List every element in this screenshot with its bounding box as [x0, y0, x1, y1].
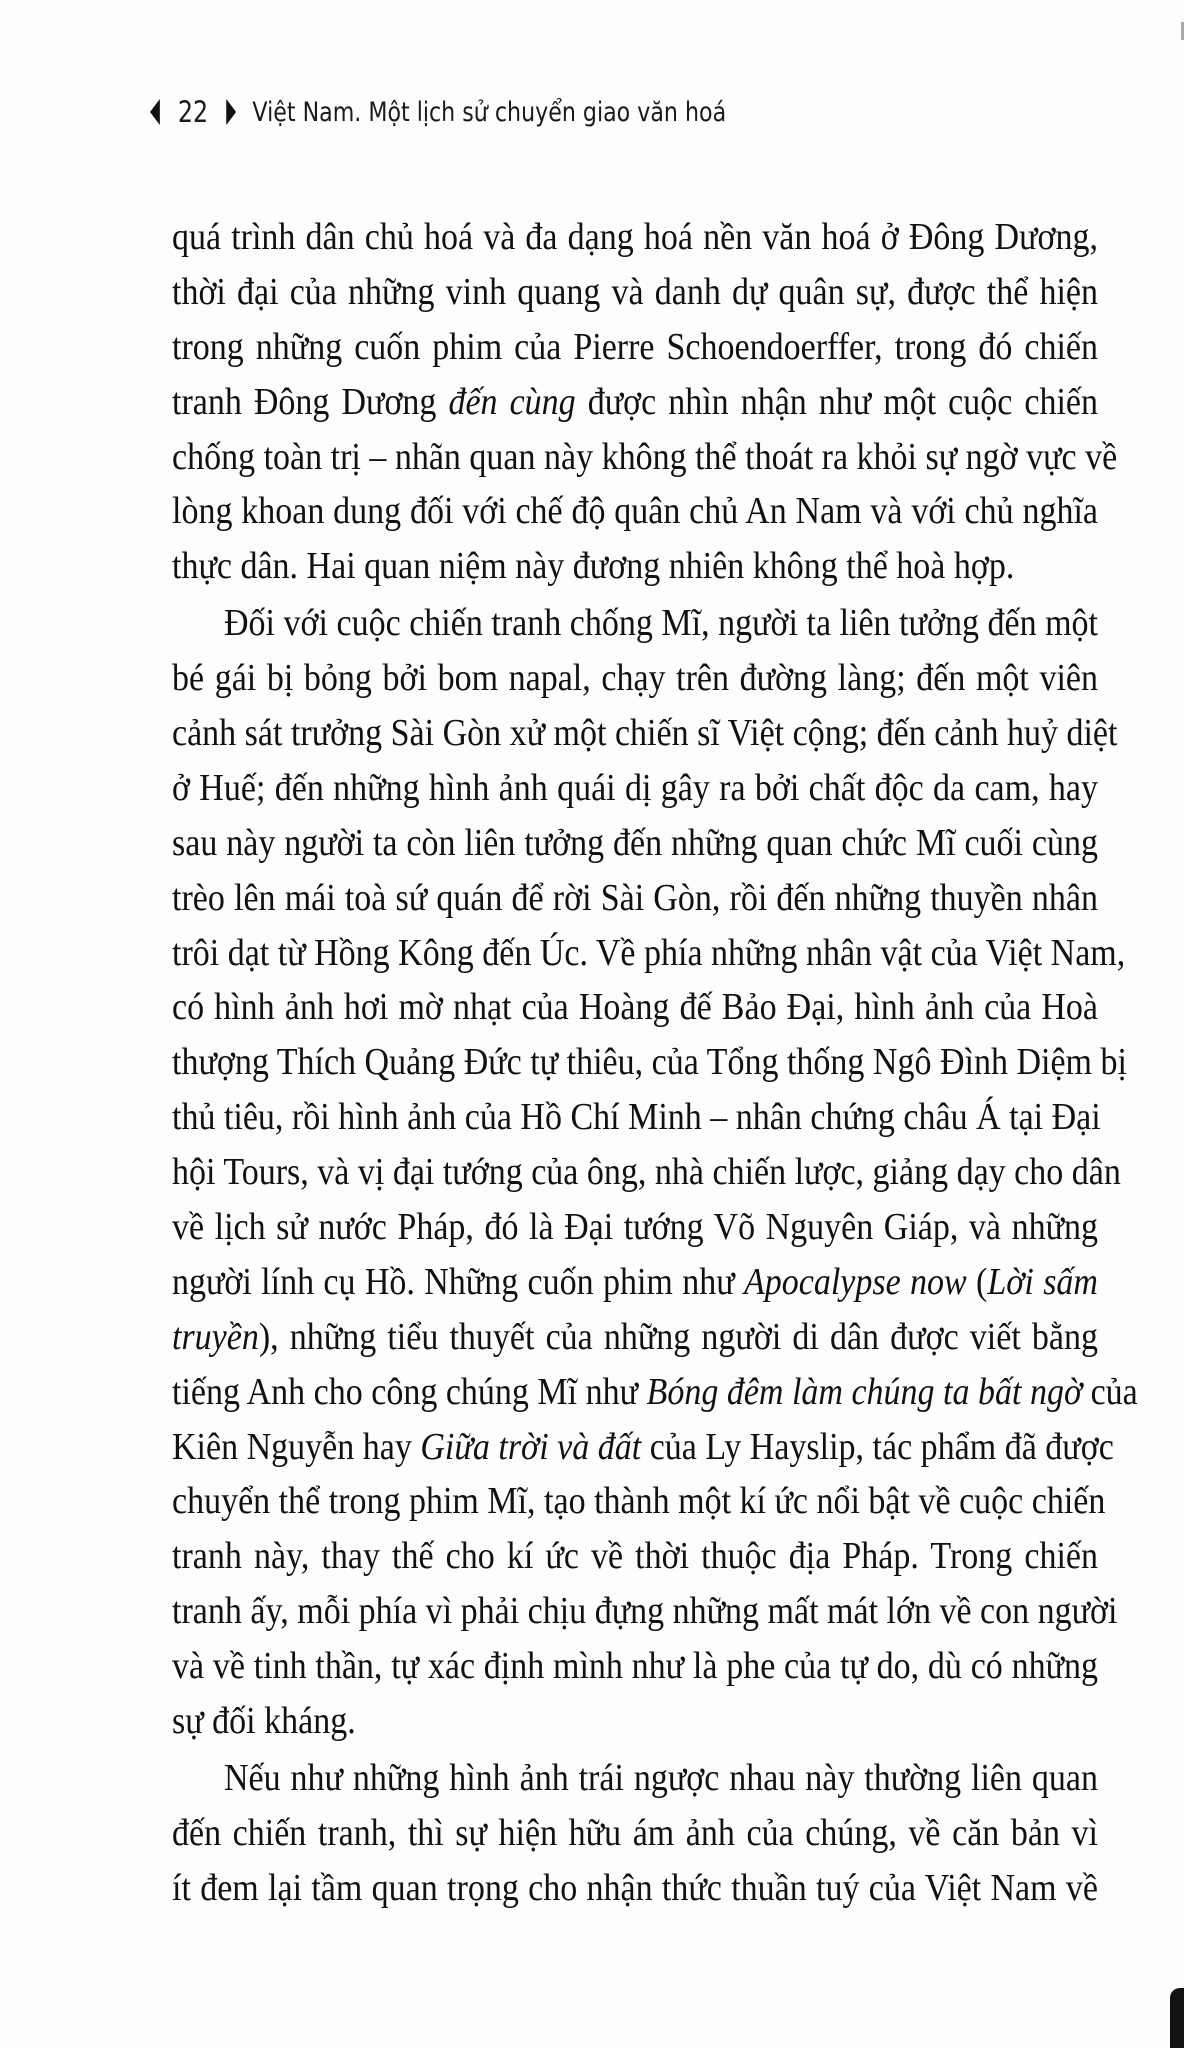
text-line — [172, 1143, 1121, 1204]
text-segment: bé gái bị bỏng bởi bom napal, chạy trên đường làng; đến một viên — [172, 657, 1098, 700]
text-segment: và về tinh thần, tự xác định mình như là phe của tự do, dù có những — [172, 1645, 1098, 1688]
text-line — [172, 1582, 1118, 1643]
text-line — [172, 1362, 1138, 1423]
text-line — [172, 868, 1098, 929]
text-line — [172, 537, 1098, 598]
text-line — [172, 1088, 1101, 1149]
text-segment: chống toàn trị – nhãn quan này không thể thoát ra khỏi sự ngờ vực về — [172, 436, 1118, 478]
text-line — [172, 1692, 1098, 1753]
text-segment: Kiên Nguyễn hay — [172, 1426, 421, 1468]
triangle-left-icon — [150, 99, 160, 125]
text-segment: tiếng Anh cho công chúng Mĩ như — [172, 1371, 647, 1413]
triangle-right-icon — [226, 99, 236, 125]
paragraph — [172, 211, 1118, 595]
text-line — [172, 1033, 1127, 1094]
text-segment: của — [1082, 1371, 1138, 1413]
running-title: Việt Nam. Một lịch sử chuyển giao văn hoá — [252, 96, 727, 128]
running-header — [150, 88, 726, 136]
scan-corner-mark — [1170, 1988, 1184, 2048]
text-line — [172, 1417, 1114, 1478]
text-segment: lòng khoan dung đối với chế độ quân chủ An Nam và với chủ nghĩa — [172, 491, 1098, 533]
text-segment: về lịch sử nước Pháp, đó là Đại tướng Võ Nguyên Giáp, và những — [172, 1206, 1098, 1249]
italic-title-text: đến cùng — [448, 381, 576, 423]
text-line — [172, 649, 1098, 710]
text-line — [172, 814, 1098, 875]
text-line — [172, 482, 1098, 543]
text-line — [172, 759, 1098, 820]
text-segment: trôi dạt từ Hồng Kông đến Úc. Về phía những nhân vật của Việt Nam, — [172, 932, 1126, 974]
text-segment: ở Huế; đến những hình ảnh quái dị gây ra bởi chất độc da cam, hay — [172, 767, 1098, 810]
text-line — [172, 1637, 1098, 1698]
text-line — [172, 1253, 1098, 1314]
text-line — [172, 317, 1098, 378]
text-line — [172, 263, 1098, 324]
paragraph — [172, 1752, 1098, 1917]
body-text — [172, 211, 1138, 1919]
text-segment: cảnh sát trưởng Sài Gòn xử một chiến sĩ Việt cộng; đến cảnh huỷ diệt — [172, 712, 1118, 755]
text-segment: Nếu như những hình ảnh trái ngược nhau này thường liên quan — [224, 1757, 1098, 1800]
text-segment: thượng Thích Quảng Đức tự thiêu, của Tổng thống Ngô Đình Diệm bị — [172, 1042, 1127, 1084]
text-segment: ), những tiểu thuyết của những người di dân được viết bằng — [258, 1316, 1098, 1358]
text-line — [172, 1749, 1098, 1810]
paragraph — [172, 597, 1138, 1750]
text-line — [172, 1527, 1098, 1588]
italic-title-text: Lời sấm — [987, 1261, 1098, 1304]
text-segment: sự đối kháng. — [172, 1700, 356, 1743]
text-line — [172, 1804, 1098, 1865]
text-segment: tranh ấy, mỗi phía vì phải chịu đựng những mất mát lớn về con người — [172, 1590, 1118, 1633]
page-number: 22 — [177, 95, 209, 129]
text-segment: có hình ảnh hơi mờ nhạt của Hoàng đế Bảo Đại, hình ảnh của Hoà — [172, 987, 1098, 1029]
italic-title-text: Giữa trời và đất — [420, 1426, 642, 1468]
italic-title-text: truyền — [172, 1316, 259, 1358]
text-segment: được nhìn nhận như một cuộc chiến — [575, 381, 1099, 423]
text-segment: sau này người ta còn liên tưởng đến những quan chức Mĩ cuối cùng — [172, 822, 1098, 864]
text-line — [172, 1472, 1106, 1533]
text-segment: ít đem lại tầm quan trọng cho nhận thức thuần tuý của Việt Nam về — [172, 1867, 1098, 1909]
text-line — [172, 427, 1118, 488]
text-segment: quá trình dân chủ hoá và đa dạng hoá nền văn hoá ở Đông Dương, — [172, 216, 1098, 259]
text-line — [172, 978, 1098, 1039]
text-line — [172, 1198, 1098, 1259]
text-segment: thời đại của những vinh quang và danh dự quân sự, được thể hiện — [172, 271, 1098, 313]
text-line — [172, 923, 1126, 984]
text-segment: thực dân. Hai quan niệm này đương nhiên không thể hoà hợp. — [172, 546, 1015, 588]
text-segment: tranh Đông Dương — [172, 381, 449, 423]
italic-title-text: Apocalypse now — [743, 1261, 967, 1304]
text-line — [172, 1858, 1098, 1919]
text-segment: Đối với cuộc chiến tranh chống Mĩ, người ta liên tưởng đến một — [224, 602, 1098, 645]
text-line — [172, 704, 1118, 765]
text-line — [172, 1308, 1098, 1369]
text-line — [172, 208, 1098, 269]
text-segment: trong những cuốn phim của Pierre Schoendoerffer, trong đó chiến — [172, 326, 1098, 368]
text-line — [172, 372, 1098, 433]
text-segment: của Ly Hayslip, tác phẩm đã được — [641, 1426, 1114, 1468]
text-line — [172, 594, 1098, 655]
text-segment: tranh này, thay thế cho kí ức về thời thuộc địa Pháp. Trong chiến — [172, 1536, 1098, 1578]
text-segment: chuyển thể trong phim Mĩ, tạo thành một kí ức nổi bật về cuộc chiến — [172, 1481, 1106, 1523]
italic-title-text: Bóng đêm làm chúng ta bất ngờ — [646, 1371, 1083, 1413]
text-segment: trèo lên mái toà sứ quán để rời Sài Gòn, rồi đến những thuyền nhân — [172, 877, 1098, 919]
text-segment: ( — [966, 1261, 988, 1304]
text-segment: đến chiến tranh, thì sự hiện hữu ám ảnh của chúng, về căn bản vì — [172, 1812, 1098, 1854]
text-segment: hội Tours, và vị đại tướng của ông, nhà chiến lược, giảng dạy cho dân — [172, 1151, 1121, 1194]
text-segment: thủ tiêu, rồi hình ảnh của Hồ Chí Minh – nhân chứng châu Á tại Đại — [172, 1096, 1101, 1139]
text-segment: người lính cụ Hồ. Những cuốn phim như — [172, 1261, 744, 1304]
